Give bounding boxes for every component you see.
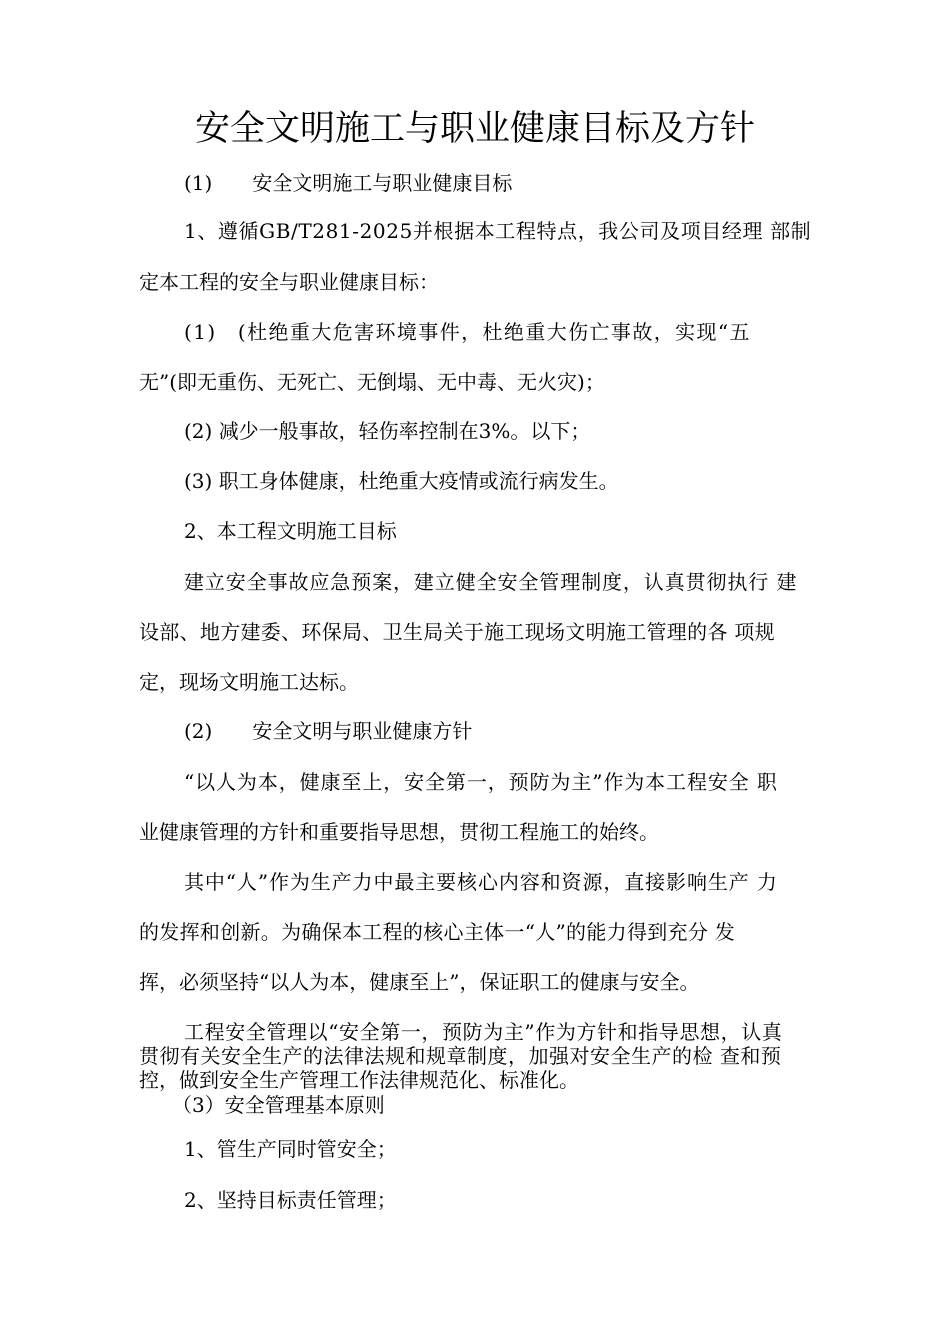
page-title: 安全文明施工与职业健康目标及方针 [194, 109, 755, 149]
paragraph-line: 建立安全事故应急预案，建立健全安全管理制度，认真贯彻执行 建 [184, 570, 798, 594]
paragraph-line: 控，做到安全生产管理工作法律规范化、标准化。 [139, 1068, 579, 1092]
section-heading-1: (1) 安全文明施工与职业健康目标 [184, 171, 513, 195]
paragraph-line: 定，现场文明施工达标。 [139, 670, 359, 694]
paragraph-line: 业健康管理的方针和重要指导思想，贯彻工程施工的始终。 [139, 820, 659, 844]
paragraph-line: (3) 职工身体健康，杜绝重大疫情或流行病发生。 [184, 469, 619, 493]
paragraph-line: 1、遵循GB/T281-2025并根据本工程特点，我公司及项目经理 部制 [184, 219, 812, 243]
paragraph-line: (2) 减少一般事故，轻伤率控制在3%。以下； [184, 419, 591, 443]
paragraph-line: 贯彻有关安全生产的法律法规和规章制度，加强对安全生产的检 查和预 [139, 1044, 782, 1068]
paragraph-line: 的发挥和创新。为确保本工程的核心主体一“人”的能力得到充分 发 [139, 920, 736, 944]
paragraph-line: 1、管生产同时管安全； [184, 1137, 397, 1161]
paragraph-line: 工程安全管理以“安全第一，预防为主”作为方针和指导思想，认真 [184, 1020, 783, 1044]
paragraph-line: “以人为本，健康至上，安全第一，预防为主”作为本工程安全 职 [184, 770, 778, 794]
paragraph-line: 其中“人”作为生产力中最主要核心内容和资源，直接影响生产 力 [184, 870, 778, 894]
paragraph-line: 设部、地方建委、环保局、卫生局关于施工现场文明施工管理的各 项规 [139, 620, 775, 644]
section-heading-3: （3）安全管理基本原则 [172, 1093, 385, 1117]
paragraph-line: 挥，必须坚持“以人为本，健康至上”，保证职工的健康与安全。 [139, 970, 700, 994]
section-heading-2: (2) 安全文明与职业健康方针 [184, 719, 473, 743]
subsection-heading: 2、本工程文明施工目标 [184, 519, 397, 543]
paragraph-line: 无”(即无重伤、无死亡、无倒塌、无中毒、无火灾)； [139, 370, 605, 394]
paragraph-line: (1) (杜绝重大危害环境事件，杜绝重大伤亡事故，实现“五 [184, 320, 751, 344]
paragraph-line: 2、坚持目标责任管理； [184, 1188, 397, 1212]
paragraph-line: 定本工程的安全与职业健康目标： [139, 270, 439, 294]
